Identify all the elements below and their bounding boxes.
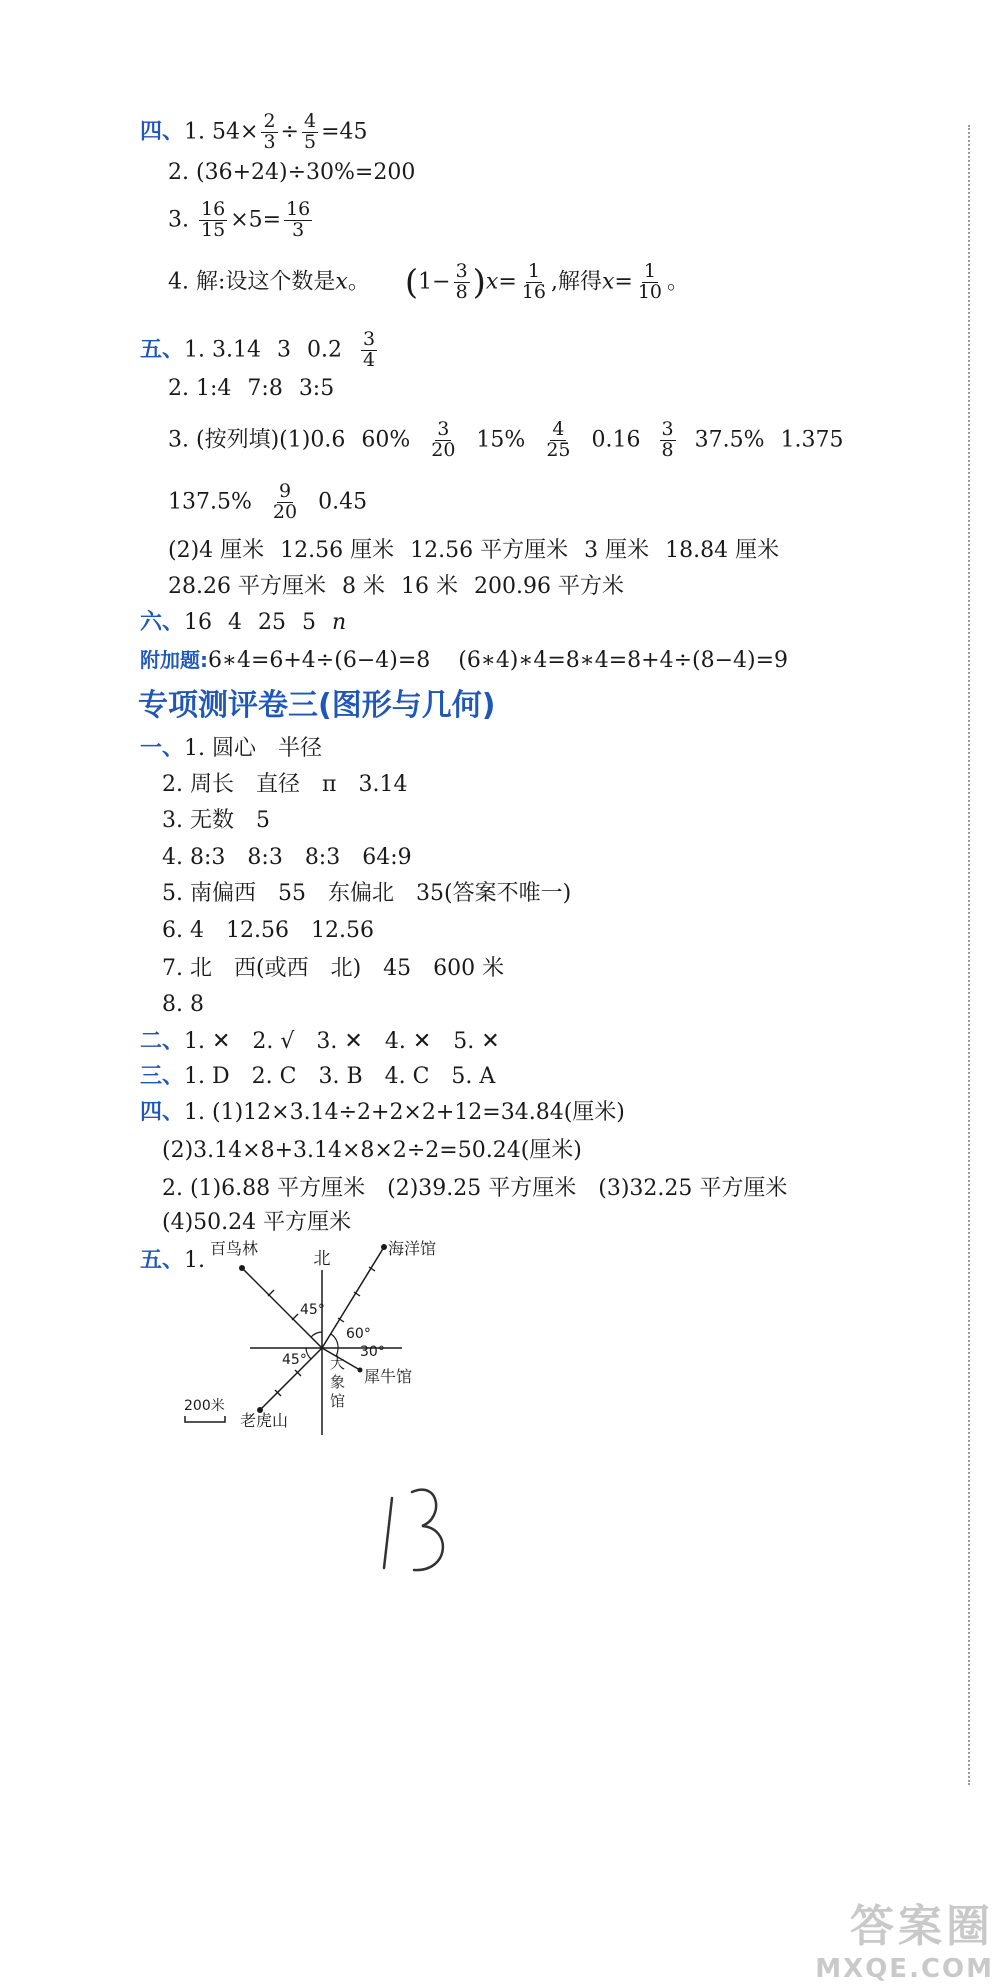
label-daxiang-3: 馆	[330, 1392, 346, 1410]
s4-q4-frac1	[454, 262, 470, 303]
label-laohushan: 老虎山	[240, 1411, 289, 1430]
p2-text: 1. ✕ 2. √ 3. ✕ 4. ✕ 5. ✕	[184, 1029, 500, 1054]
s4-q1-f2d: 5	[303, 130, 317, 153]
p1-q8	[162, 994, 204, 1016]
s5-q3-pre: (按列填)(1)0.6	[196, 427, 346, 453]
s6-line	[140, 612, 346, 634]
label-daxiang-2: 象	[330, 1373, 346, 1391]
s4-label: 四、	[140, 119, 185, 145]
bonus-text2: (6∗4)∗4=8∗4=8+4÷(8−4)=9	[458, 648, 789, 673]
label-scale: 200米	[184, 1398, 225, 1414]
s5-q3-v3: 0.16	[591, 427, 641, 453]
p3-line	[140, 1066, 495, 1088]
p4-l1	[140, 1102, 625, 1124]
point-xiniuguan	[358, 1368, 363, 1373]
direction-diagram	[170, 1230, 470, 1450]
s4-q1-f1n: 2	[263, 110, 276, 132]
s5-q2-v2: 7:8	[247, 376, 283, 401]
s4-q3	[168, 200, 315, 241]
watermark-line2: MXQE.COM	[815, 1954, 994, 1984]
scale-bar	[185, 1416, 225, 1422]
s4-q4-frac2	[520, 262, 548, 303]
s4-q4-f2d: 16	[521, 280, 546, 303]
s5-q3d-v1: 28.26 平方厘米	[168, 574, 326, 599]
point-bainiaolin	[239, 1265, 245, 1271]
s4-q1-res: =45	[321, 119, 368, 145]
bonus-label: 附加题:	[140, 648, 208, 672]
p1-q2	[162, 774, 407, 796]
s4-q4-lparen: (	[404, 262, 419, 303]
s4-q4-pre: 解:设这个数是	[196, 269, 336, 295]
p1-q1-num: 1.	[184, 736, 206, 761]
s4-q2	[168, 162, 415, 184]
s6-label: 六、	[140, 610, 185, 635]
s4-q3-f1d: 15	[201, 218, 226, 241]
s4-q3-f2d: 3	[292, 218, 305, 241]
s4-q4-num: 4.	[168, 269, 189, 295]
s5-q2-v3: 3:5	[298, 376, 335, 401]
s5-q3-frac1	[429, 420, 457, 461]
s5-q3-v4: 37.5%	[694, 427, 765, 453]
s4-q4-f3n: 1	[643, 260, 656, 282]
s5-q3	[168, 420, 843, 461]
s5-q3-f3d: 8	[661, 438, 674, 461]
p1-q1-text: 圆心 半径	[212, 736, 323, 761]
s4-q4-one: 1−	[418, 269, 451, 295]
label-bainiaolin: 百鸟林	[210, 1239, 259, 1258]
p1-q5	[162, 883, 571, 905]
label-angle-60: 60°	[346, 1326, 371, 1342]
s5-q3-f2n: 4	[552, 418, 565, 440]
s4-q4	[168, 262, 689, 303]
s4-q3-f1n: 16	[201, 198, 226, 220]
p1-q8-text: 8	[190, 992, 204, 1017]
s4-q4-mid: ,解得	[550, 269, 602, 295]
p1-label: 一、	[140, 736, 185, 761]
s4-q4-x3: x	[601, 269, 615, 295]
s5-q3c	[168, 540, 779, 562]
s4-q4-end: 。	[667, 269, 690, 295]
label-angle-30: 30°	[360, 1344, 385, 1360]
s6-v4: 5	[302, 610, 317, 635]
s5-q3b	[168, 482, 367, 523]
label-north: 北	[313, 1249, 331, 1269]
s4-q1-op: ÷	[280, 119, 299, 145]
s5-q3b-v1: 137.5%	[168, 489, 252, 515]
p1-q2-num: 2.	[162, 772, 183, 797]
binding-margin-line	[968, 125, 970, 1785]
label-daxiang-1: 大	[330, 1354, 346, 1372]
s5-q3b-fn: 9	[278, 480, 292, 502]
p1-q7-text: 北 西(或西 北) 45 600 米	[190, 956, 505, 981]
s5-q3d-v3: 16 米	[400, 574, 458, 599]
s6-v5: n	[332, 610, 347, 635]
s5-q1-v1: 3.14	[212, 337, 261, 363]
p2-line	[140, 1031, 500, 1053]
label-xiniuguan: 犀牛馆	[364, 1367, 413, 1386]
p3-label: 三、	[140, 1064, 185, 1089]
s5-q3d-v4: 200.96 平方米	[473, 574, 624, 599]
tick-mark	[292, 1314, 298, 1320]
p1-q3-text: 无数 5	[190, 808, 270, 833]
s5-q1-fd: 4	[363, 348, 376, 371]
s4-q4-eq2: =	[614, 269, 633, 295]
p1-q6-num: 6.	[162, 918, 183, 943]
p5-num: 1.	[184, 1248, 206, 1273]
arc-60	[331, 1334, 338, 1348]
p4-l2: (2)3.14×8+3.14×8×2÷2=50.24(厘米)	[162, 1138, 582, 1163]
s5-q1-fn: 3	[363, 328, 376, 350]
s5-q3-f1n: 3	[437, 418, 450, 440]
p1-q5-num: 5.	[162, 881, 183, 906]
s4-q4-rparen: )	[472, 262, 486, 303]
s4-q1-f1d: 3	[263, 130, 276, 153]
arc-45-top	[311, 1332, 322, 1337]
label-angle-45-top: 45°	[300, 1302, 325, 1318]
p1-q7-num: 7.	[162, 956, 183, 981]
s5-q3c-v2: 12.56 厘米	[280, 538, 395, 563]
s5-q3-v5: 1.375	[780, 427, 844, 453]
s5-q3d	[168, 576, 624, 598]
watermark	[815, 1890, 994, 1984]
s5-q1-v3: 0.2	[307, 337, 342, 363]
page-title: 专项测评卷三(图形与几何)	[138, 688, 496, 723]
s5-q3b-frac	[271, 482, 299, 523]
s5-q3-frac2	[544, 420, 572, 461]
s5-q1-num: 1.	[184, 337, 206, 363]
s6-v1: 16	[184, 610, 213, 635]
watermark-line1: 答案圈	[850, 1901, 994, 1952]
p1-q5-text: 南偏西 55 东偏北 35(答案不唯一)	[190, 881, 572, 906]
s5-q1-frac	[361, 330, 377, 371]
s4-q4-x2: x	[485, 269, 499, 295]
s5-q2	[168, 378, 334, 400]
s5-q3c-v1: (2)4 厘米	[168, 538, 265, 563]
s5-q1	[140, 330, 380, 371]
s4-q4-x: x	[335, 269, 348, 295]
bonus-text1: 6∗4=6+4÷(6−4)=8	[208, 648, 431, 673]
s5-q3d-v2: 8 米	[341, 574, 385, 599]
label-angle-45-left: 45°	[282, 1352, 307, 1368]
point-haiyangguan	[381, 1244, 387, 1250]
p4-l4: (4)50.24 平方厘米	[162, 1210, 352, 1235]
s4-q2-text: (36+24)÷30%=200	[196, 160, 416, 185]
p1-q8-num: 8.	[162, 992, 183, 1017]
p1-q4	[162, 847, 412, 869]
s4-q4-frac3	[636, 262, 664, 303]
s4-q1-frac2	[302, 112, 318, 153]
s4-q1	[140, 112, 368, 153]
s4-q3-num: 3.	[168, 207, 189, 233]
s4-q1-frac1	[261, 112, 277, 153]
s5-q3c-v3: 12.56 平方厘米	[410, 538, 569, 563]
s5-q3c-v5: 18.84 厘米	[665, 538, 780, 563]
s5-q2-v1: 1:4	[196, 376, 232, 401]
p1-q2-text: 周长 直径 π 3.14	[190, 772, 408, 797]
s4-q4-f3d: 10	[637, 280, 663, 303]
s5-q3-f2d: 25	[546, 438, 571, 461]
s5-q3b-v2: 0.45	[318, 489, 368, 515]
p1-q3	[162, 810, 270, 832]
p3-text: 1. D 2. C 3. B 4. C 5. A	[184, 1064, 496, 1089]
p1-q4-text: 8:3 8:3 8:3 64:9	[190, 845, 412, 870]
s5-q3-frac3	[660, 420, 676, 461]
s6-v2: 4	[228, 610, 243, 635]
handwritten-stroke-3	[412, 1490, 443, 1570]
s5-q1-v2: 3	[277, 337, 291, 363]
p1-q6	[162, 920, 374, 942]
s5-q3b-fd: 20	[272, 500, 298, 523]
s4-q3-frac2	[284, 200, 312, 241]
p1-q7	[162, 958, 504, 980]
handwritten-page-number	[370, 1480, 480, 1590]
p5-label: 五、	[140, 1248, 185, 1273]
p4-l1-text: 1. (1)12×3.14÷2+2×2+12=34.84(厘米)	[184, 1100, 625, 1125]
s4-q4-eq: =	[498, 269, 517, 295]
s4-q3-mid: ×5=	[230, 207, 282, 233]
p4-l3: 2. (1)6.88 平方厘米 (2)39.25 平方厘米 (3)32.25 平方厘米	[162, 1176, 788, 1201]
s4-q4-f2n: 1	[527, 260, 540, 282]
s5-q3-num: 3.	[168, 427, 189, 453]
tick-mark	[268, 1290, 274, 1296]
s4-q1-num: 1.	[184, 119, 206, 145]
bonus-line	[140, 650, 788, 672]
p1-q6-text: 4 12.56 12.56	[190, 918, 374, 943]
s5-q3c-v4: 3 厘米	[584, 538, 650, 563]
label-haiyangguan: 海洋馆	[388, 1239, 437, 1258]
p1-q1	[140, 738, 322, 760]
s4-q2-num: 2.	[168, 160, 189, 185]
p2-label: 二、	[140, 1029, 185, 1054]
s4-q1-f2n: 4	[303, 110, 317, 132]
s4-q4-f1n: 3	[455, 260, 468, 282]
s5-label: 五、	[140, 337, 185, 363]
s5-q3-v2: 15%	[476, 427, 526, 453]
s5-q3-f1d: 20	[431, 438, 456, 461]
p4-label: 四、	[140, 1100, 185, 1125]
s4-q1-a: 54×	[212, 119, 259, 145]
s5-q2-num: 2.	[168, 376, 189, 401]
s4-q3-frac1	[199, 200, 227, 241]
s4-q4-f1d: 8	[455, 280, 468, 303]
s5-q3-f3n: 3	[661, 418, 674, 440]
p1-q3-num: 3.	[162, 808, 183, 833]
s4-q4-dot: 。	[347, 269, 370, 295]
s5-q3-v1: 60%	[361, 427, 411, 453]
s6-v3: 25	[258, 610, 287, 635]
s4-q3-f2n: 16	[286, 198, 311, 220]
handwritten-stroke-1	[384, 1498, 392, 1568]
p1-q4-num: 4.	[162, 845, 183, 870]
